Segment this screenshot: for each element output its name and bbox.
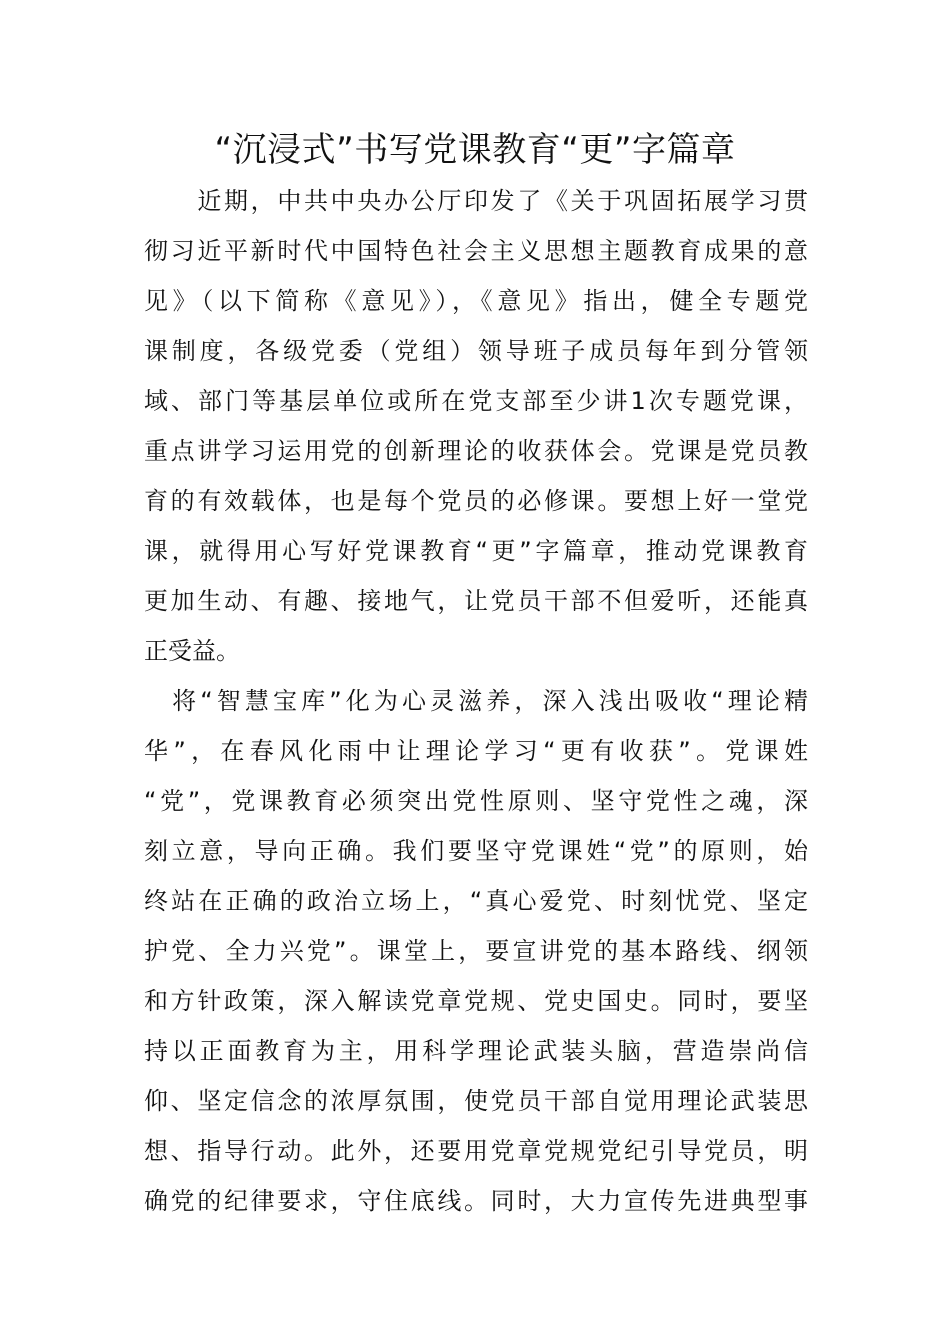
- text-line: 终站在正确的政治立场上，“真心爱党、时刻忧党、坚定: [144, 887, 808, 915]
- text-line: 更加生动、有趣、接地气，让党员干部不但爱听，还能真: [144, 587, 808, 615]
- text-line: 课，就得用心写好党课教育“更”字篇章，推动党课教育: [144, 537, 808, 565]
- text-line: 彻习近平新时代中国特色社会主义思想主题教育成果的意: [144, 237, 808, 265]
- paragraph-1: [144, 176, 808, 676]
- text-line: 正受益。: [144, 637, 240, 665]
- text-line: 仰、坚定信念的浓厚氛围，使党员干部自觉用理论武装思: [144, 1087, 808, 1115]
- text-line: 将“智慧宝库”化为心灵滋养，深入浅出吸收“理论精: [144, 687, 808, 715]
- text-line: 华”，在春风化雨中让理论学习“更有收获”。党课姓: [144, 737, 808, 765]
- text-line: 刻立意，导向正确。我们要坚守党课姓“党”的原则，始: [144, 837, 808, 865]
- text-line: 和方针政策，深入解读党章党规、党史国史。同时，要坚: [144, 987, 808, 1015]
- text-line: 持以正面教育为主，用科学理论武装头脑，营造崇尚信: [144, 1037, 808, 1065]
- text-line: 近期，中共中央办公厅印发了《关于巩固拓展学习贯: [144, 187, 808, 215]
- document-body: [144, 176, 808, 1226]
- text-line: 课制度，各级党委（党组）领导班子成员每年到分管领: [144, 337, 808, 365]
- text-line: 护党、全力兴党”。课堂上，要宣讲党的基本路线、纲领: [144, 937, 808, 965]
- text-line: 重点讲学习运用党的创新理论的收获体会。党课是党员教: [144, 437, 808, 465]
- text-line: “党”，党课教育必须突出党性原则、坚守党性之魂，深: [144, 787, 808, 815]
- text-line: 域、部门等基层单位或所在党支部至少讲1次专题党课，: [144, 387, 808, 415]
- text-line: 育的有效载体，也是每个党员的必修课。要想上好一堂党: [144, 487, 808, 515]
- document-title: “沉浸式”书写党课教育“更”字篇章: [214, 130, 736, 170]
- paragraph-2: [144, 676, 808, 1226]
- text-line: 见》（以下简称《意见》），《意见》指出，健全专题党: [144, 287, 808, 315]
- text-line: 想、指导行动。此外，还要用党章党规党纪引导党员，明: [144, 1137, 808, 1165]
- text-line: 确党的纪律要求，守住底线。同时，大力宣传先进典型事: [144, 1187, 808, 1215]
